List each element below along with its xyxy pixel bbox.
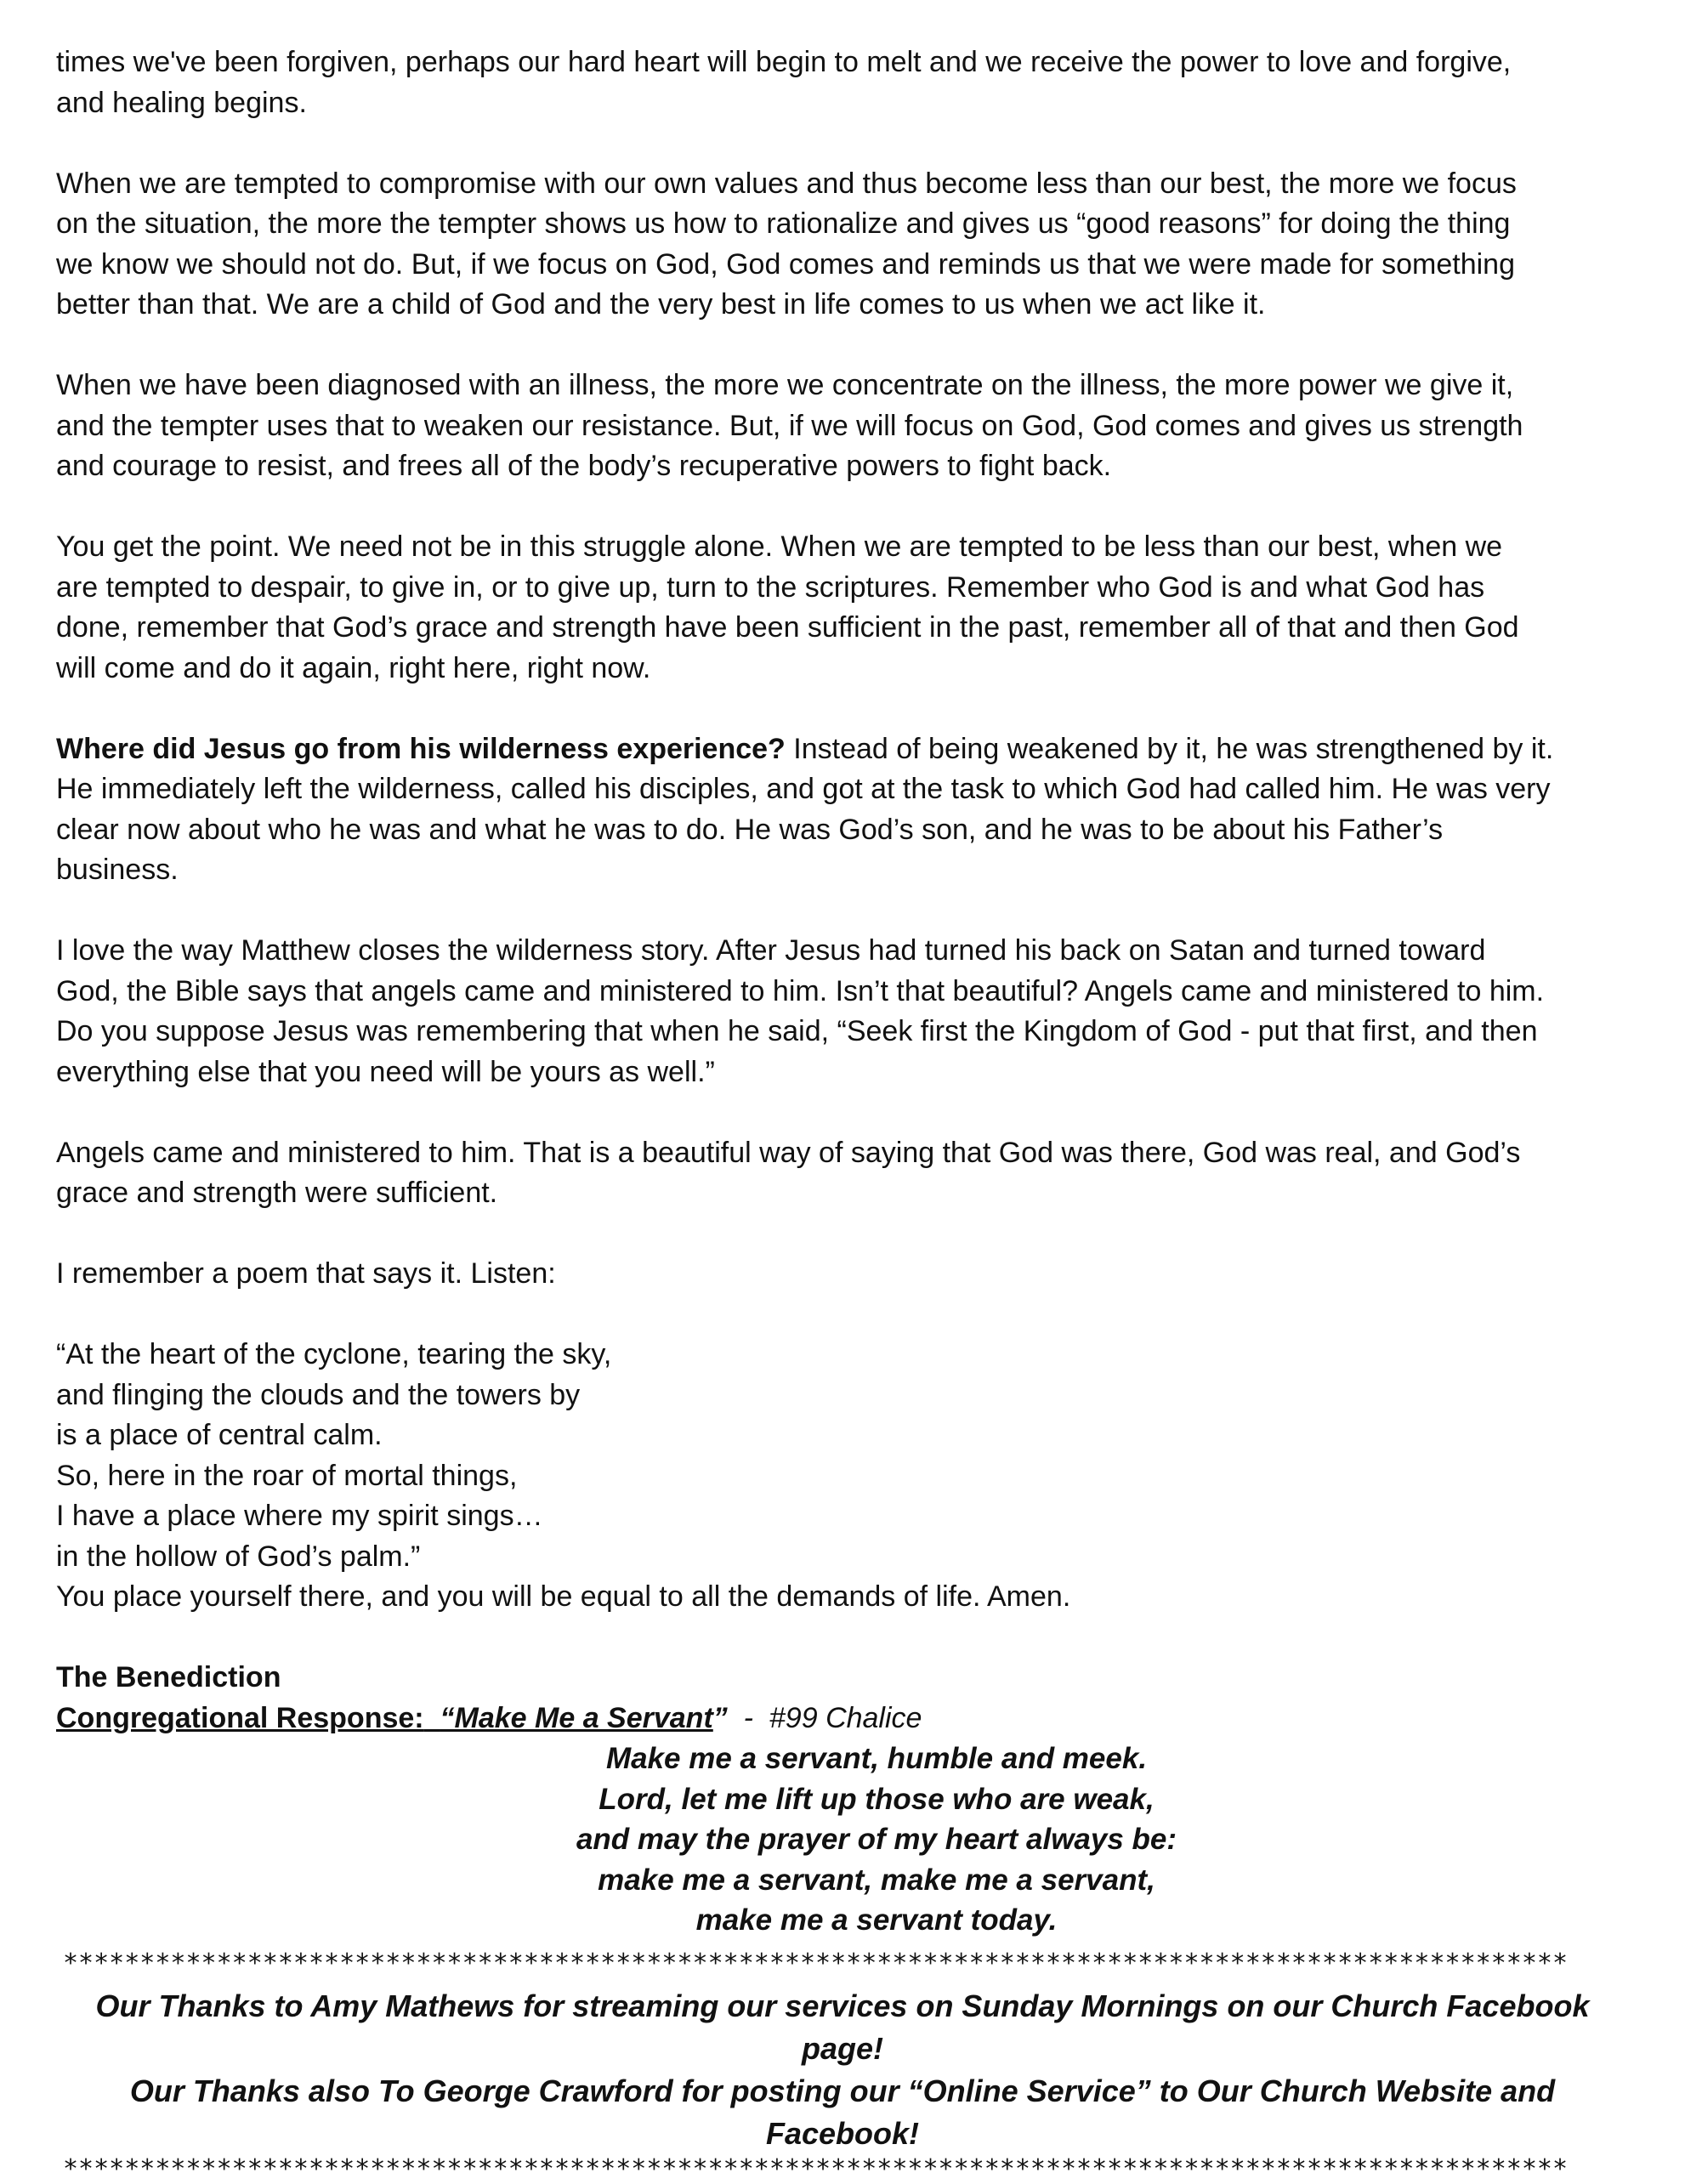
poem-line: and flinging the clouds and the towers by: [56, 1378, 581, 1411]
poem-line: in the hollow of God’s palm.”: [56, 1540, 421, 1573]
thanks-line-posting: Our Thanks also To George Crawford for posting our “Online Service” to Our Church Website and Facebook!: [129, 2073, 1556, 2151]
paragraph-lead-question: Where did Jesus go from his wilderness experience?: [56, 732, 786, 765]
hymn-lyrics: [124, 1739, 1629, 1941]
paragraph-wilderness-experience: [56, 729, 1629, 891]
poem-line: I have a place where my spirit sings…: [56, 1500, 543, 1532]
response-song-title: “Make Me a Servant: [440, 1701, 713, 1734]
paragraph-illness: When we have been diagnosed with an illness, the more we concentrate on the illness, the more power we give it, and the tempter uses that to weaken our resistance. But, if we will focus on God, God comes and gives us strength and courage to resist, and frees all of the body’s recuperative powers to fight back.: [56, 369, 1523, 482]
poem-block: [56, 1335, 1629, 1618]
response-song-title-close: ”: [712, 1701, 728, 1734]
thanks-line-streaming: Our Thanks to Amy Mathews for streaming our services on Sunday Mornings on our Church Facebook page!: [95, 1988, 1590, 2066]
poem-line: “At the heart of the cyclone, tearing the sky,: [56, 1338, 612, 1370]
paragraph-angels-ministered: Angels came and ministered to him. That is a beautiful way of saying that God was there, God was real, and God’s grace and strength were sufficient.: [56, 1136, 1521, 1209]
response-separator: -: [727, 1701, 769, 1734]
paragraph-the-point: You get the point. We need not be in this struggle alone. When we are tempted to be less than our best, when we are tempted to despair, to give in, or to give up, turn to the scriptures. Remember who God is and what God has done, remember that God’s grace and strength have been sufficient in the past, remember all of that and then God will come and do it again, right here, right now.: [56, 530, 1519, 684]
divider-stars-bottom: **************************************************************************************************: [63, 2154, 1569, 2184]
divider-stars-top: **************************************************************************************************: [63, 1949, 1569, 1978]
paragraph-wilderness-body: Instead of being weakened by it, he was strengthened by it. He immediately left the wilderness, called his disciples, and got at the task to which God had called him. He was very clear now about who he was and what he was to do. He was God’s son, and he was to be about his Father’s business.: [56, 732, 1554, 886]
hymn-line: make me a servant today.: [695, 1903, 1058, 1937]
bulletin-page-content: [56, 43, 1629, 2184]
poem-line: So, here in the roar of mortal things,: [56, 1459, 518, 1492]
paragraph-forgiveness: times we've been forgiven, perhaps our hard heart will begin to melt and we receive the power to love and forgive, and healing begins.: [56, 46, 1512, 119]
poem-closing-line: You place yourself there, and you will be equal to all the demands of life. Amen.: [56, 1580, 1071, 1613]
response-label: Congregational Response:: [56, 1701, 424, 1734]
paragraph-matthew-closing: I love the way Matthew closes the wilderness story. After Jesus had turned his back on Satan and turned toward God, the Bible says that angels came and ministered to him. Isn’t that beautiful? Angels came and ministered to him. Do you suppose Jesus was remembering that when he said, “Seek first the Kingdom of God - put that first, and then everything else that you need will be yours as well.”: [56, 934, 1545, 1088]
poem-line: is a place of central calm.: [56, 1419, 383, 1451]
congregational-response-line: [56, 1699, 1629, 1739]
response-hymn-number: #99 Chalice: [769, 1701, 922, 1734]
thanks-notice: [56, 1985, 1629, 2155]
benediction-heading: The Benediction: [56, 1661, 281, 1693]
paragraph-temptation-values: When we are tempted to compromise with our own values and thus become less than our best, the more we focus on the situation, the more the tempter shows us how to rationalize and gives us “good reasons” for doing the thing we know we should not do. But, if we focus on God, God comes and reminds us that we were made for something better than that. We are a child of God and the very best in life comes to us when we act like it.: [56, 167, 1517, 321]
hymn-line: and may the prayer of my heart always be:: [576, 1823, 1177, 1856]
paragraph-poem-intro: I remember a poem that says it. Listen:: [56, 1257, 556, 1290]
hymn-line: Lord, let me lift up those who are weak,: [599, 1782, 1155, 1816]
hymn-line: make me a servant, make me a servant,: [598, 1863, 1155, 1897]
hymn-line: Make me a servant, humble and meek.: [605, 1742, 1148, 1775]
